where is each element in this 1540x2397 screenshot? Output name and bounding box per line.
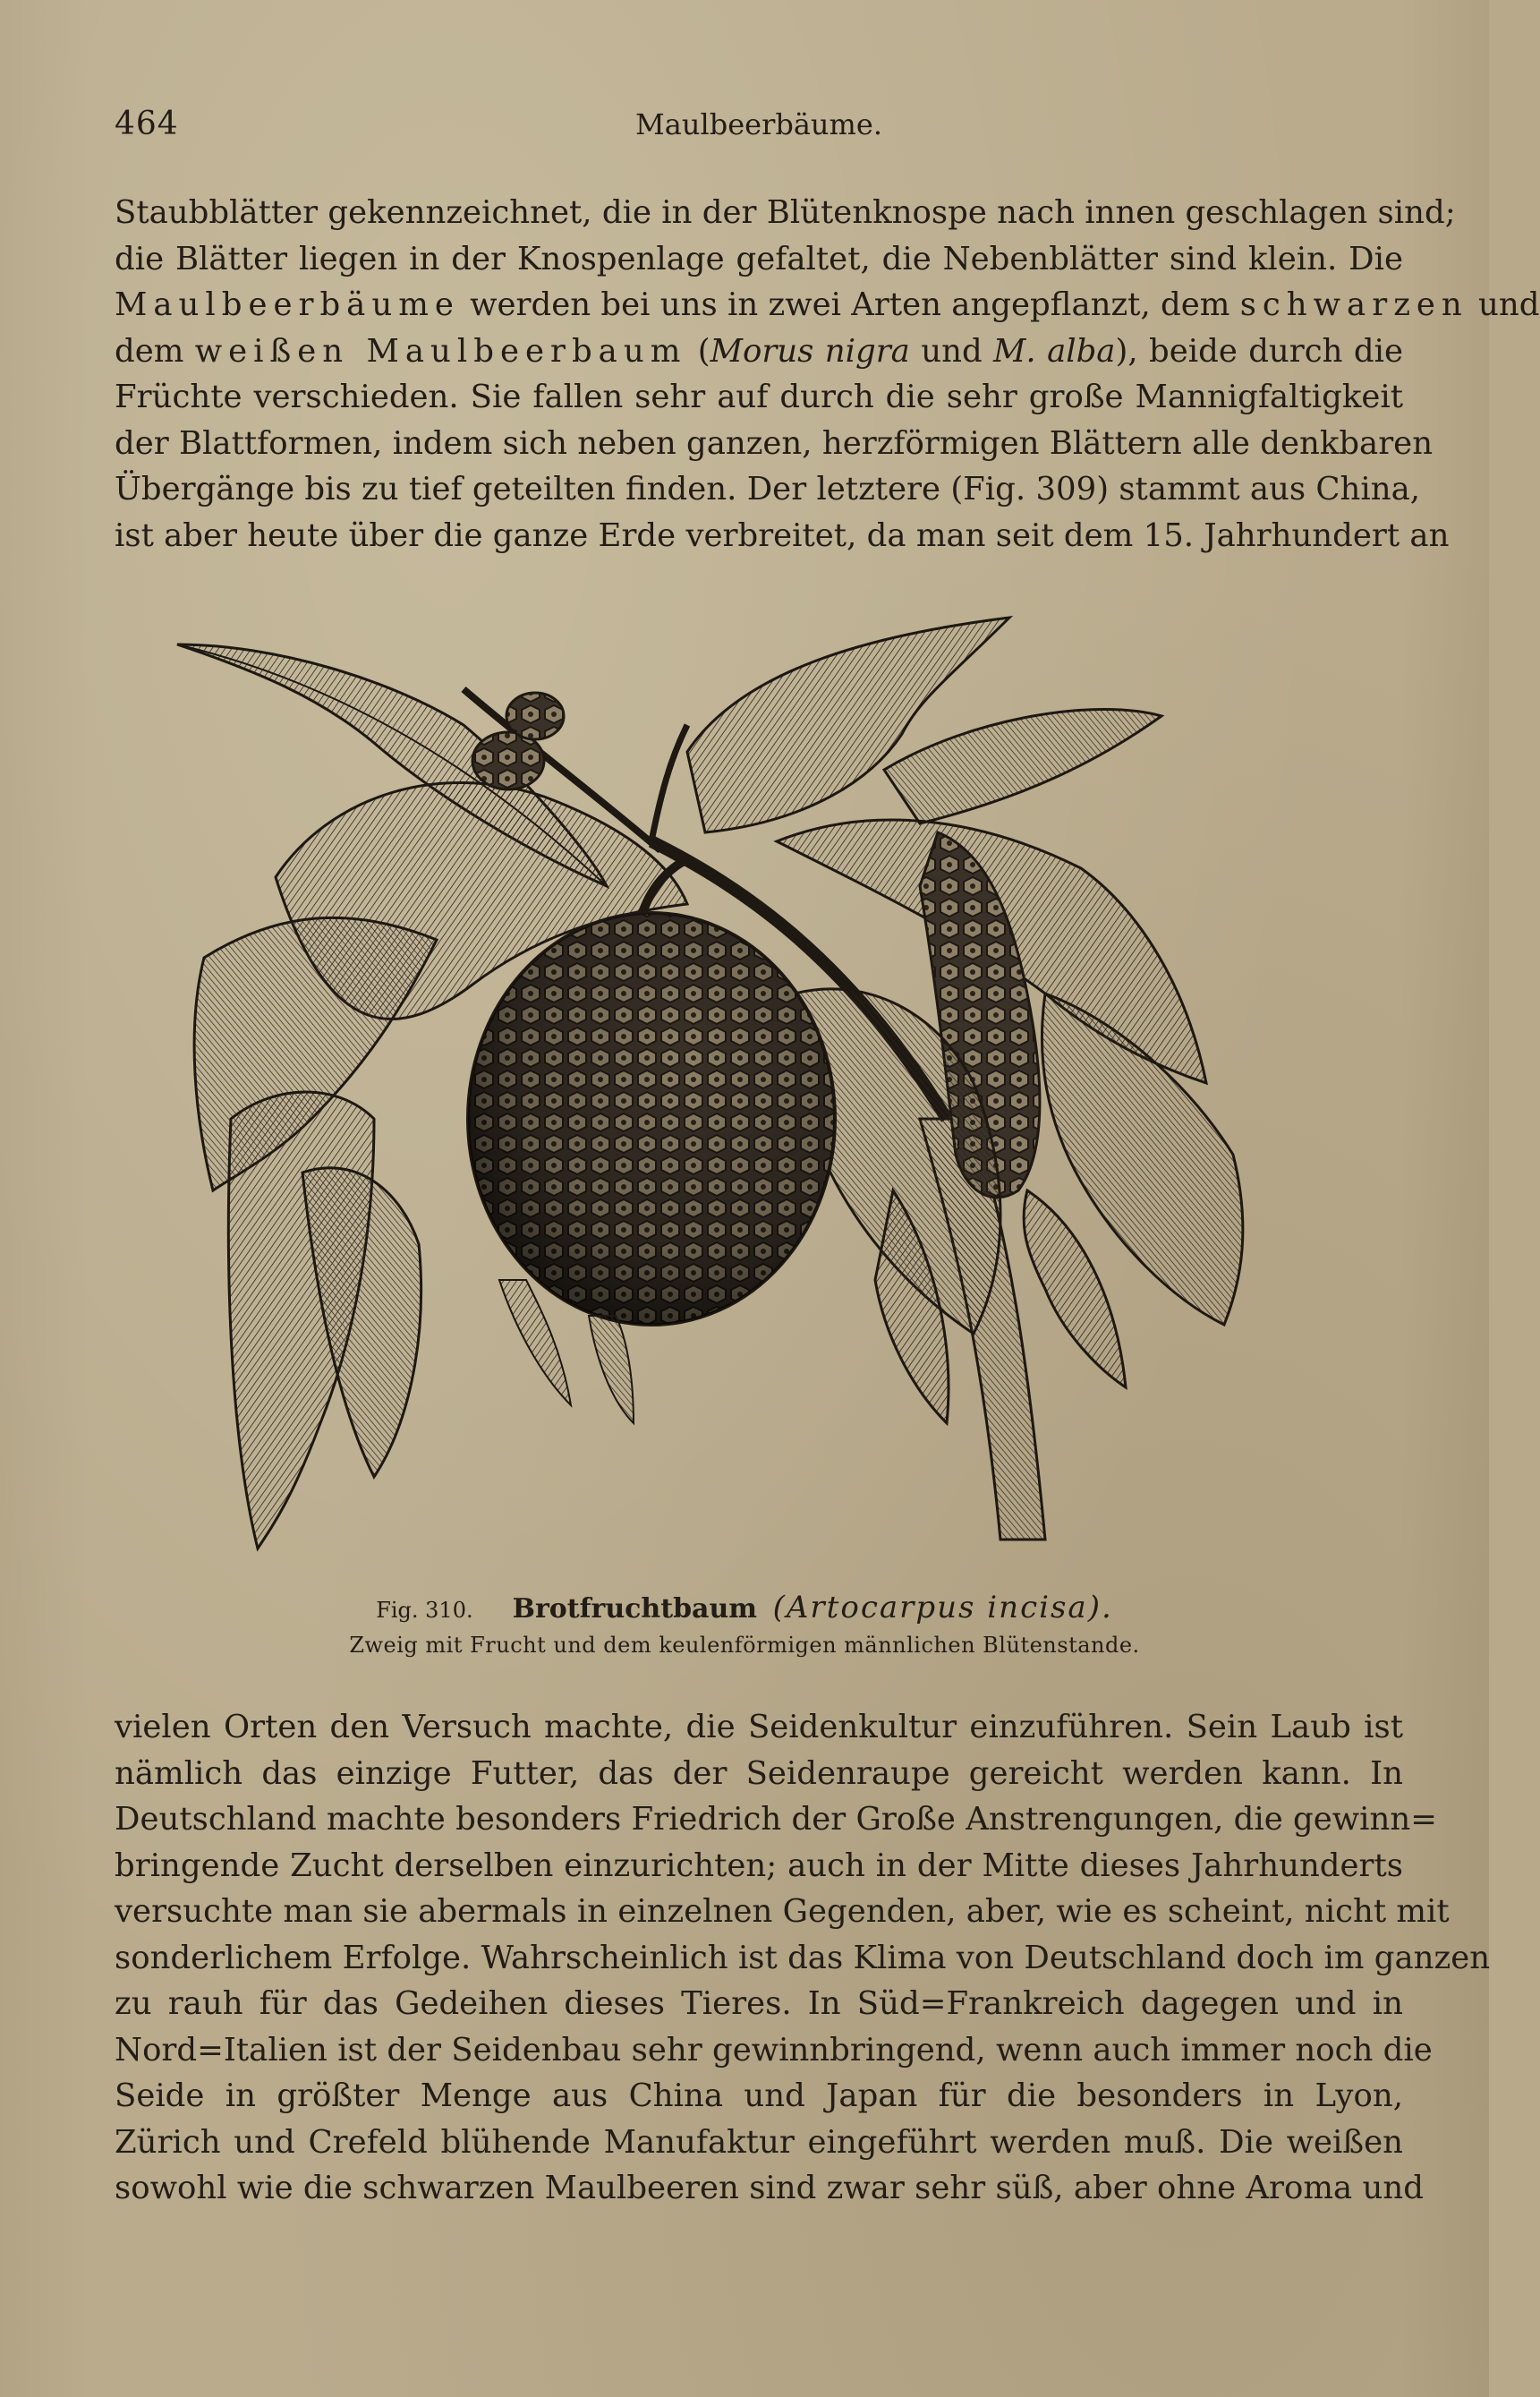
text-line: sowohl wie die schwarzen Maulbeeren sind zwar sehr süß, aber ohne Aroma und [115,2170,1424,2206]
spaced-term: weißen Maulbeerbaum [194,332,687,370]
text-line: der Blattformen, indem sich neben ganzen, herzförmigen Blättern alle denkbaren [115,424,1434,462]
page-header [115,106,1403,150]
text-line: ist aber heute über die ganze Erde verbreitet, da man seit dem 15. Jahrhundert an [115,516,1450,554]
figure-latin-name: (Artocarpus incisa). [772,1590,1113,1625]
latin-name: Morus nigra [710,332,910,370]
text-line: sonderlichem Erfolge. Wahrscheinlich ist das Klima von Deutschland doch im ganzen [115,1939,1491,1976]
figure-caption [179,1590,1310,1625]
spaced-term: Maulbeerbäume [115,286,460,323]
figure-subcaption: Zweig mit Frucht und dem keulenförmigen männlichen Blütenstande. [349,1633,1140,1658]
breadfruit-illustration [240,618,1278,1566]
text-line: Maulbeerbäume werden bei uns in zwei Arten angepflanzt, dem schwarzen und [115,286,1540,323]
paragraph-top [115,190,1540,559]
text-line: Staubblätter gekennzeichnet, die in der Blütenknospe nach innen geschlagen sind; [115,194,1456,231]
text-line: zu rauh für das Gedeihen dieses Tieres. In Süd=Frankreich dagegen und in [115,1985,1403,2022]
spaced-term: schwarzen [1239,286,1468,323]
figure-label: Fig. 310. [376,1598,473,1623]
breadfruit-branch-icon [240,618,1278,1566]
text-line: dem weißen Maulbeerbaum (Morus nigra und M. alba), beide durch die [115,332,1403,370]
text-line: nämlich das einzige Futter, das der Seidenraupe gereicht werden kann. In [115,1754,1403,1792]
text-line: Früchte verschieden. Sie fallen sehr auf durch die sehr große Mannigfaltigkeit [115,379,1403,415]
text-line: bringende Zucht derselben einzurichten; auch in der Mitte dieses Jahrhunderts [115,1847,1403,1884]
text-line: Deutschland machte besonders Friedrich der Große Anstrengungen, die gewinn= [115,1801,1437,1838]
text-line: Zürich und Crefeld blühende Manufaktur eingeführt werden muß. Die weißen [115,2123,1403,2161]
figure-title: Brotfruchtbaum [512,1593,758,1625]
page-number: 464 [115,106,179,142]
text-line: Nord=Italien ist der Seidenbau sehr gewinnbringend, wenn auch immer noch die [115,2031,1433,2069]
paragraph-bottom [115,1704,1491,2212]
text-line: vielen Orten den Versuch machte, die Seidenkultur einzuführen. Sein Laub ist [115,1709,1403,1745]
latin-name: M. alba [993,332,1116,370]
text-line: die Blätter liegen in der Knospenlage gefaltet, die Nebenblätter sind klein. Die [115,240,1403,277]
running-head: Maulbeerbäume. [635,107,882,141]
text-line: Seide in größter Menge aus China und Japan für die besonders in Lyon, [115,2077,1403,2114]
text-line: Übergänge bis zu tief geteilten finden. Der letztere (Fig. 309) stammt aus China, [115,471,1421,508]
text-line: versuchte man sie abermals in einzelnen Gegenden, aber, wie es scheint, nicht mit [115,1893,1450,1930]
